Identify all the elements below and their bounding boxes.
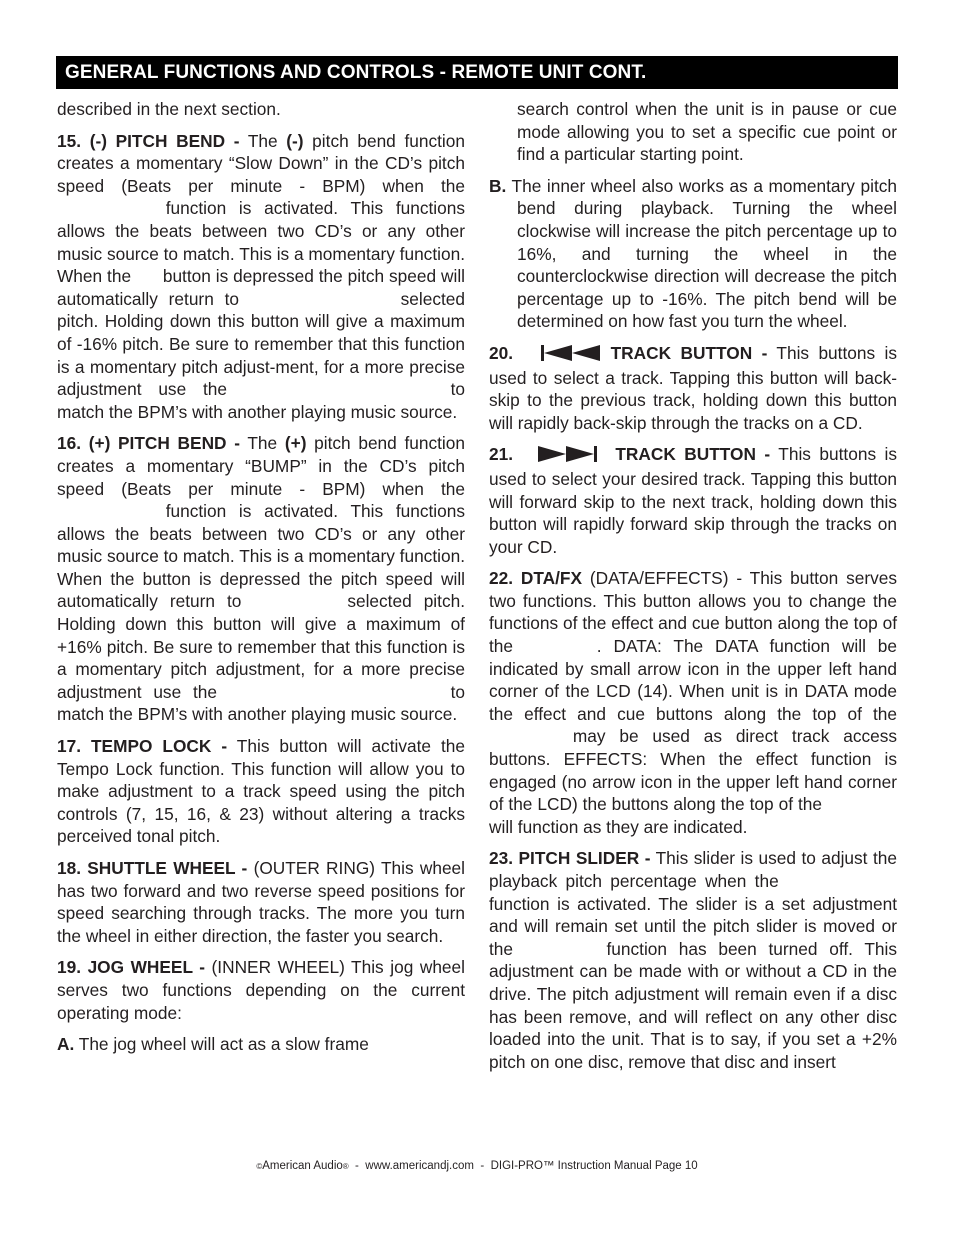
item-22: 22. DTA/FX (DATA/EFFECTS) - This button serves two functions. This button allows you to change the functions of the effect and cue button along the top of the . DATA: The DATA function will be indicated by small arrow icon in the upper left hand corner of the LCD (14). When unit is in DATA mode the effect and cue buttons along the top of the may be used as direct track access buttons. EFFECTS: When the effect function is engaged (no arrow icon in the upper left hand corner of the LCD) the buttons along the top of the will function as they are indicated. bbox=[489, 568, 898, 837]
item-a: A. The jog wheel will act as a slow frame bbox=[57, 1034, 369, 1055]
item-16: 16. (+) PITCH BEND - The (+) pitch bend function creates a momentary “BUMP” in the CD’s pitch speed (Beats per minute - BPM) when the function is activated. This functions allows the beats between two CD’s or any other music source to match. This is a momentary function. When the button is depressed the pitch speed will automatically return to selected pitch. Holding down this button will give a maximum of +16% pitch. Be sure to remember that this function is a momentary pitch adjustment, for a more precise adjustment use the to match the BPM’s with another playing music source. bbox=[57, 433, 465, 725]
page-footer: ©American Audio® - www.americandj.com - DIGI-PRO™ Instruction Manual Page 10 bbox=[256, 1160, 698, 1172]
item-b: B. The inner wheel also works as a momentary pitch bend during playback. Turning the wheel clockwise will increase the pitch percentage up to 16%, and turning the wheel in the counterclockwise direction will decrease the pitch percentage up to -16%. The pitch bend will be determined on how fast you turn the wheel. bbox=[489, 175, 897, 332]
intro-text: described in the next section. bbox=[57, 99, 281, 119]
footer-url: www.americandj.com bbox=[365, 1160, 474, 1172]
item-20: 20. TRACK BUTTON - This buttons is used to select a track. Tapping this button will back-skip to the previous track, holding down this button will rapidly back-skip through the tracks on a CD. bbox=[489, 342, 898, 433]
left-column bbox=[57, 98, 465, 1065]
item-21: 21. TRACK BUTTON - This buttons is used to select your desired track. Tapping this button will forward skip to the next track, holding down this button will rapidly forward skip through the tracks on your CD. bbox=[489, 444, 898, 557]
item-19: 19. JOG WHEEL - (INNER WHEEL) This jog wheel serves two functions depending on the current operating mode: bbox=[57, 957, 465, 1023]
section-title: GENERAL FUNCTIONS AND CONTROLS - REMOTE UNIT CONT. bbox=[65, 62, 647, 83]
skip-back-icon bbox=[541, 344, 601, 367]
skip-forward-icon bbox=[538, 445, 598, 468]
section-header bbox=[56, 56, 898, 89]
footer-manual: DIGI-PRO™ Instruction Manual Page 10 bbox=[490, 1160, 698, 1172]
item-17: 17. TEMPO LOCK - This button will activate the Tempo Lock function. This function will allow you to make adjustment to a track speed using the pitch controls (7, 15, 16, & 23) without altering a tracks perceived tonal pitch. bbox=[57, 736, 466, 847]
item-a-continued: search control when the unit is in pause or cue mode allowing you to set a specific cue point or find a particular starting point. bbox=[517, 99, 897, 165]
right-column bbox=[489, 98, 897, 1082]
item-23: 23. PITCH SLIDER - This slider is used to adjust the playback pitch percentage when the function is activated. The slider is a set adjustment and will remain set until the pitch slider is moved or the function has been turned off. This adjustment can be made with or without a CD in the drive. The pitch adjustment will remain even if a disc has been remove, and will reflect on any other disc loaded into the unit. That is to say, if you set a +2% pitch on one disc, remove that disc and insert bbox=[489, 848, 898, 1072]
item-18: 18. SHUTTLE WHEEL - (OUTER RING) This wheel has two forward and two reverse speed positions for speed searching through tracks. The more you turn the wheel in either direction, the faster you search. bbox=[57, 858, 466, 946]
item-15: 15. (-) PITCH BEND - The (-) pitch bend function creates a momentary “Slow Down” in the CD’s pitch speed (Beats per minute - BPM) when the function is activated. This functions allows the beats between two CD’s or any other music source to match. This is a momentary function. When the button is depressed the pitch speed will automatically return to selected pitch. Holding down this button will give a maximum of -16% pitch. Be sure to remember that this function is a momentary pitch adjust-ment, for a more precise adjustment use the to match the BPM’s with another playing music source. bbox=[57, 130, 465, 422]
